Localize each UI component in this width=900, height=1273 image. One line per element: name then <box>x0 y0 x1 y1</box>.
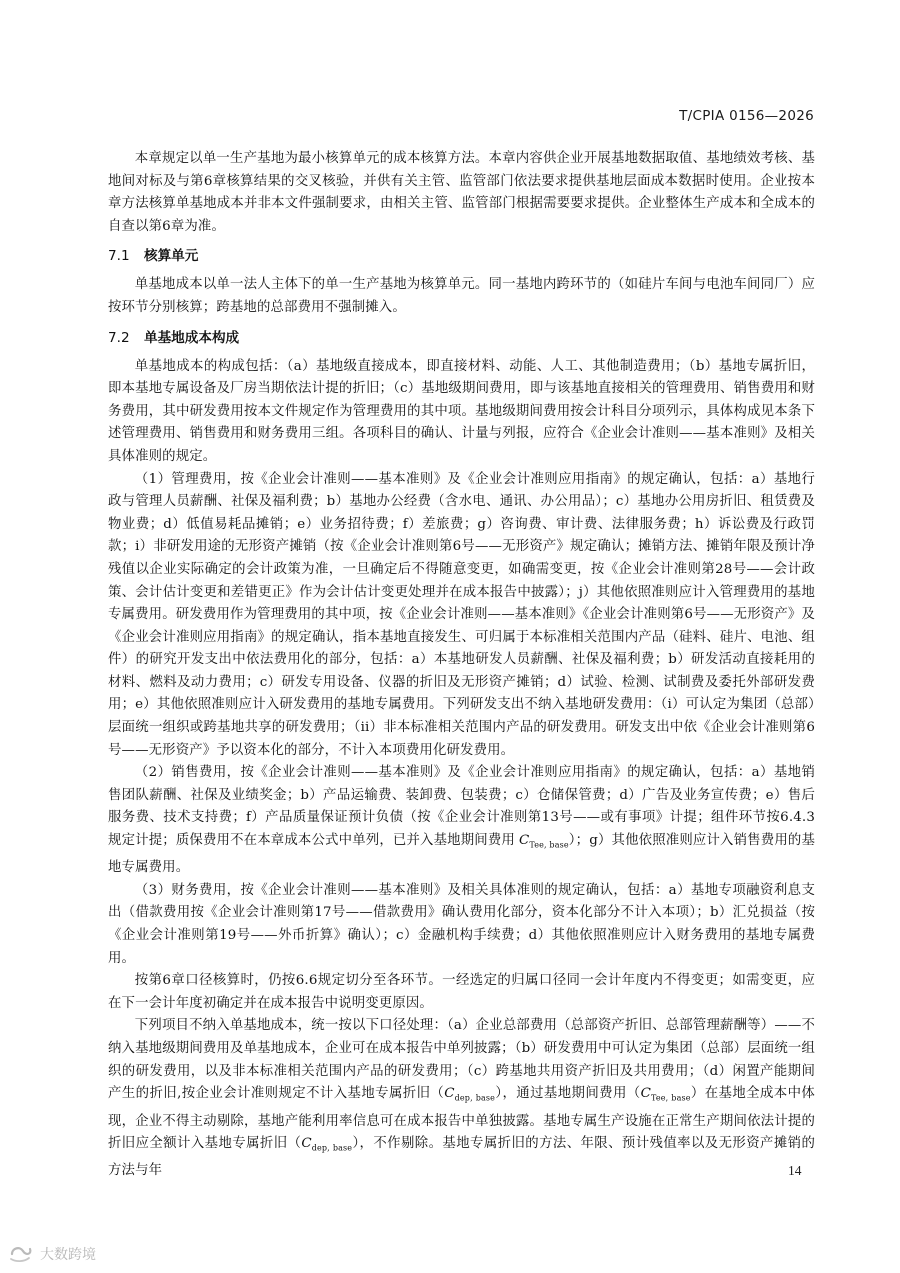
section-number: 7.1 <box>108 248 130 265</box>
math-symbol: C <box>301 1136 312 1152</box>
math-symbol: C <box>444 1086 455 1102</box>
document-body <box>108 148 815 1183</box>
text-run: ），不作剔除。基地专属折旧的方法、年限、预计残值率以及无形资产摊销的方法与年 <box>108 1136 815 1179</box>
math-subscript: dep, base <box>311 1143 353 1153</box>
cost-composition-paragraph: 单基地成本的构成包括：（a）基地级直接成本，即直接材料、动能、人工、其他制造费用；（b）基地专属折旧，即本基地专属设备及厂房当期依法计提的折旧；（c）基地级期间费用，即与该基地直接相关的管理费用、销售费用和财务费用，其中研发费用按本文件规定作为管理费用的其中项。基地级期间费用按会计科目分项列示，具体构成见本条下述管理费用、销售费用和财务费用三组。各项科目的确认、计量与列报，应符合《企业会计准则——基本准则》及相关具体准则的规定。 <box>108 358 815 464</box>
selling-expense-paragraph <box>108 762 815 880</box>
text-run: （2）销售费用，按《企业会计准则——基本准则》及《企业会计准则应用指南》的规定确认，包括：a）基地销售团队薪酬、社保及业绩奖金；b）产品运输费、装卸费、包装费；c）仓储保管费；d）广告及业务宣传费；e）售后服务费、技术支持费；f）产品质量保证预计负债（按《企业会计准则第13号——或有事项》计提；组件环节按6.4.3规定计提；质保费用不在本章成本公式中单列，已并入基地期间费用 <box>108 765 815 849</box>
section-7-1-paragraph: 单基地成本以单一法人主体下的单一生产基地为核算单元。同一基地内跨环节的（如硅片车间与电池车间同厂）应按环节分别核算；跨基地的总部费用不强制摊入。 <box>108 277 815 315</box>
text-run: ）；g）其他依照准则应计入销售费用的基地专属费用。 <box>108 833 815 876</box>
watermark-logo-icon <box>8 1243 34 1265</box>
allocation-paragraph: 按第6章口径核算时，仍按6.6规定切分至各环节。一经选定的归属口径同一会计年度内不得变更；如需变更，应在下一会计年度初确定并在成本报告中说明变更原因。 <box>108 973 815 1011</box>
math-subscript: Tee, base <box>651 1093 691 1103</box>
admin-expense-paragraph: （1）管理费用，按《企业会计准则——基本准则》及《企业会计准则应用指南》的规定确认，包括：a）基地行政与管理人员薪酬、社保及福利费；b）基地办公经费（含水电、通讯、办公用品）；c）基地办公用房折旧、租赁费及物业费；d）低值易耗品摊销；e）业务招待费；f）差旅费；g）咨询费、审计费、法律服务费；h）诉讼费及行政罚款；i）非研发用途的无形资产摊销（按《企业会计准则第6号——无形资产》规定确认；摊销方法、摊销年限及预计净残值以企业实际确定的会计政策为准，一旦确定后不得随意变更，如确需变更，按《企业会计准则第28号——会计政策、会计估计变更和差错更正》作为会计估计变更处理并在成本报告中披露）；j）其他依照准则应计入管理费用的基地专属费用。研发费用作为管理费用的其中项，按《企业会计准则——基本准则》《企业会计准则第6号——无形资产》及《企业会计准则应用指南》的规定确认，指本基地直接发生、可归属于本标准相关范围内产品（硅料、硅片、电池、组件）的研究开发支出中依法费用化的部分，包括：a）本基地研发人员薪酬、社保及福利费；b）研发活动直接耗用的材料、燃料及动力费用；c）研发专用设备、仪器的折旧及无形资产摊销；d）试验、检测、试制费及委托外部研发费用；e）其他依照准则应计入研发费用的基地专属费用。下列研发支出不纳入基地研发费用：（i）可认定为集团（总部）层面统一组织或跨基地共享的研发费用；（ii）非本标准相关范围内产品的研发费用。研发支出中依《企业会计准则第6号——无形资产》予以资本化的部分，不计入本项费用化研发费用。 <box>108 471 815 758</box>
document-code: T/CPIA 0156—2026 <box>679 108 814 124</box>
section-number: 7.2 <box>108 329 130 346</box>
exclusion-paragraph <box>108 1015 815 1183</box>
chapter-intro-paragraph: 本章规定以单一生产基地为最小核算单元的成本核算方法。本章内容供企业开展基地数据取值、基地绩效考核、基地间对标及与第6章核算结果的交叉核验，并供有关主管、监管部门依法要求提供基地层面成本数据时使用。企业按本章方法核算单基地成本并非本文件强制要求，由相关主管、监管部门根据需要要求提供。企业整体生产成本和全成本的自查以第6章为准。 <box>108 151 815 234</box>
section-title: 单基地成本构成 <box>144 329 240 346</box>
math-symbol: C <box>640 1086 652 1102</box>
section-heading-7-2 <box>108 326 815 350</box>
finance-expense-paragraph: （3）财务费用，按《企业会计准则——基本准则》及相关具体准则的规定确认，包括：a）基地专项融资利息支出（借款费用按《企业会计准则第17号——借款费用》确认费用化部分，资本化部分不计入本项）；b）汇兑损益（按《企业会计准则第19号——外币折算》确认）；c）金融机构手续费；d）其他依照准则应计入财务费用的基地专属费用。 <box>108 882 815 966</box>
text-run: ）在基地全成本中体现，企业不得主动剔除，基地产能利用率信息可在成本报告中单独披露。基地专属生产设施在正常生产期间依法计提的折旧应全额计入基地专属折旧（ <box>108 1086 815 1152</box>
text-run: 下列项目不纳入单基地成本，统一按以下口径处理：（a）企业总部费用（总部资产折旧、总部管理薪酬等）——不纳入基地级期间费用及单基地成本，企业可在成本报告中单列披露；（b）研发费用中可认定为集团（总部）层面统一组织的研发费用，以及非本标准相关范围内产品的研发费用；（c）跨基地共用资产折旧及共用费用；（d）闲置产能期间产生的折旧,按企业会计准则规定不计入基地专属折旧（ <box>108 1018 815 1102</box>
section-heading-7-1 <box>108 244 815 268</box>
page-number: 14 <box>788 1163 802 1178</box>
watermark-text: 大数跨境 <box>40 1247 96 1263</box>
text-run: ），通过基地期间费用（ <box>495 1086 641 1102</box>
section-title: 核算单元 <box>144 248 199 265</box>
watermark <box>8 1243 96 1265</box>
math-subscript: Tee, base <box>529 840 569 850</box>
math-symbol: C <box>518 833 530 849</box>
math-subscript: dep, base <box>454 1093 496 1103</box>
